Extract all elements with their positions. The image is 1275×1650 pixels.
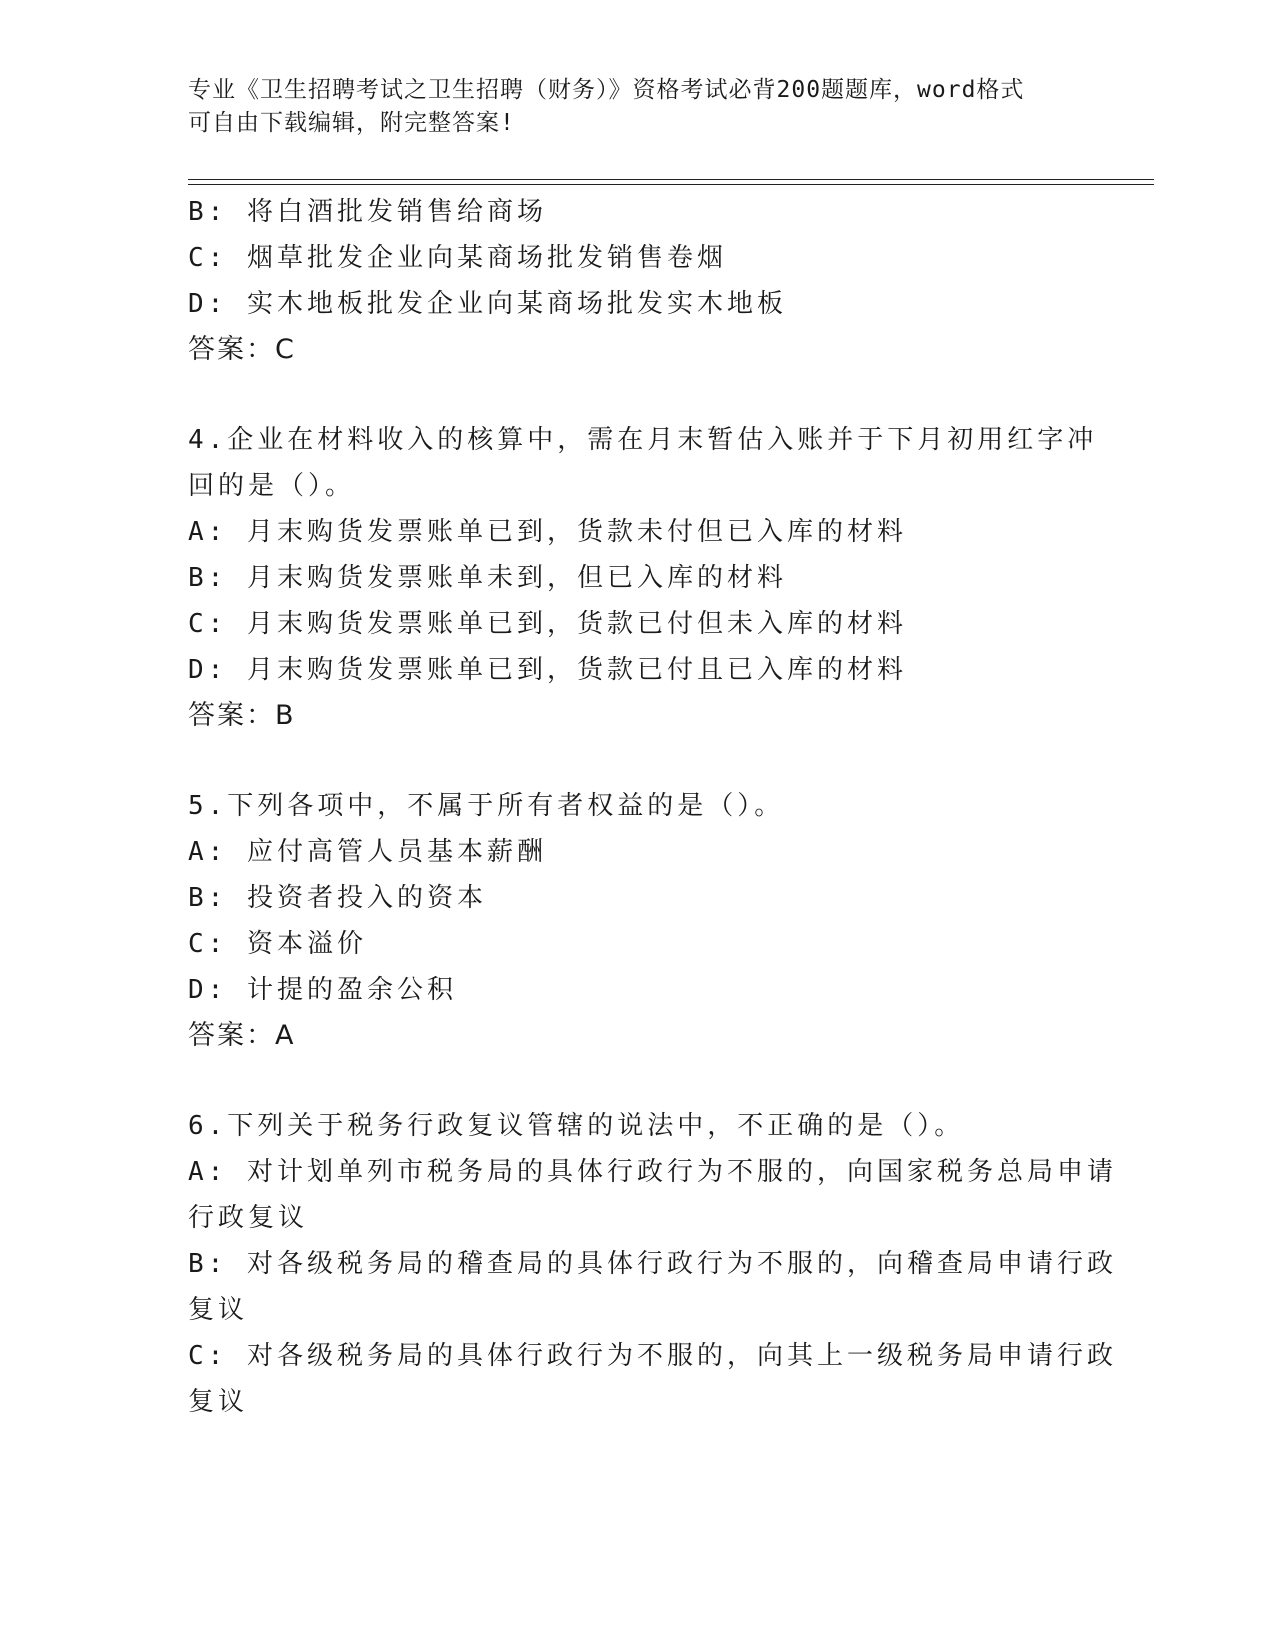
question-5 (188, 783, 1088, 1059)
option-c: C: 烟草批发企业向某商场批发销售卷烟 (188, 243, 727, 273)
option-b: B: 投资者投入的资本 (188, 883, 487, 913)
option-d: D: 月末购货发票账单已到，货款已付且已入库的材料 (188, 655, 907, 685)
option-b: B: 月末购货发票账单未到，但已入库的材料 (188, 563, 787, 593)
question-stem-line-1: 4.企业在材料收入的核算中，需在月末暂估入账并于下月初用红字冲 (188, 425, 1098, 455)
option-c: C: 月末购货发票账单已到，货款已付但未入库的材料 (188, 609, 907, 639)
header-line-2: 可自由下载编辑，附完整答案! (188, 110, 515, 136)
option-c-line-1: C: 对各级税务局的具体行政行为不服的，向其上一级税务局申请行政 (188, 1341, 1117, 1371)
option-c-line-2: 复议 (188, 1387, 249, 1417)
question-list (188, 189, 1117, 1425)
question-3 (188, 189, 1088, 373)
option-a: A: 应付高管人员基本薪酬 (188, 837, 547, 867)
question-stem: 6.下列关于税务行政复议管辖的说法中，不正确的是（）。 (188, 1111, 965, 1141)
header-divider-top (188, 179, 1154, 180)
answer: 答案：C (188, 334, 296, 365)
question-4 (188, 417, 1098, 739)
spacer (188, 1059, 1088, 1103)
option-a: A: 月末购货发票账单已到，货款未付但已入库的材料 (188, 517, 907, 547)
option-b: B: 将白酒批发销售给商场 (188, 197, 547, 227)
option-d: D: 实木地板批发企业向某商场批发实木地板 (188, 289, 787, 319)
question-stem-line-2: 回的是（）。 (188, 471, 356, 501)
question-stem: 5.下列各项中，不属于所有者权益的是（）。 (188, 791, 785, 821)
spacer (188, 739, 1088, 783)
option-d: D: 计提的盈余公积 (188, 975, 457, 1005)
spacer (188, 373, 1088, 417)
header-line-1: 专业《卫生招聘考试之卫生招聘（财务）》资格考试必背200题题库，word格式 (188, 77, 1025, 103)
option-a-line-2: 行政复议 (188, 1203, 309, 1233)
answer: 答案：A (188, 1020, 296, 1051)
option-a-line-1: A: 对计划单列市税务局的具体行政行为不服的，向国家税务总局申请 (188, 1157, 1117, 1187)
option-b-line-1: B: 对各级税务局的稽查局的具体行政行为不服的，向稽查局申请行政 (188, 1249, 1117, 1279)
question-6 (188, 1103, 1117, 1425)
answer: 答案：B (188, 700, 296, 731)
option-c: C: 资本溢价 (188, 929, 367, 959)
header-divider-bottom (188, 184, 1154, 185)
option-b-line-2: 复议 (188, 1295, 249, 1325)
document-header (188, 74, 1088, 140)
